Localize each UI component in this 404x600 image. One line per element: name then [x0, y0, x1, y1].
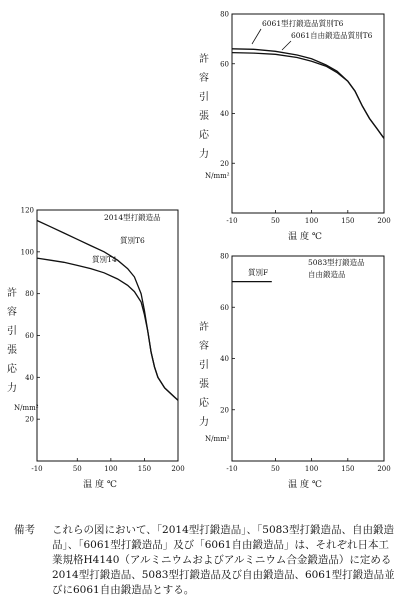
y-axis-label-char: 容: [199, 73, 209, 84]
y-axis-label-char: 張: [199, 379, 209, 390]
y-tick-label: 60: [25, 332, 34, 340]
y-axis-label-char: 張: [199, 111, 209, 122]
x-tick-label: 200: [377, 465, 391, 473]
x-axis-label: 温 度 ℃: [288, 232, 322, 242]
series-line-2: [232, 53, 384, 139]
y-tick-label: 60: [220, 303, 229, 312]
x-tick-label: 50: [270, 465, 280, 473]
y-tick-label: 100: [20, 248, 34, 257]
footnote-text: これらの図において、「2014型打鍛造品」、「5083型打鍛造品、自由鍛造品」、「6061型打鍛造品」及び「6061自由鍛造品」は、それぞれ日本工業規格H4140（アルミニウムおよびアルミニウム合金鍛造品）に定める2014型打鍛造品、5083型打鍛造品及び自由鍛造品、6061型打鍛造品並びに6061自由鍛造品とする。: [52, 524, 395, 596]
label-5083-free: 自由鍛造品: [308, 270, 346, 279]
label-2014-title: 2014型打鍛造品: [104, 213, 161, 222]
label-5083-title: 5083型打鍛造品: [308, 258, 365, 267]
footnote-label: 備考: [14, 524, 35, 536]
series-line-1: [232, 49, 384, 139]
x-tick-label: 100: [104, 465, 118, 473]
label-6061-die-forging-t6: 6061型打鍛造品質別T6: [262, 19, 344, 28]
x-tick-label: 200: [171, 465, 185, 473]
plot-frame: [232, 14, 384, 213]
y-tick-label: 80: [220, 10, 229, 19]
x-tick-label: 150: [137, 465, 152, 473]
y-axis-label-char: 引: [199, 360, 209, 371]
x-tick-label: -10: [226, 465, 238, 473]
y-axis-label-char: 応: [7, 364, 17, 375]
series-line-2: [37, 258, 178, 400]
plot-frame: [37, 210, 178, 461]
y-axis-label-char: 容: [199, 341, 209, 352]
y-tick-label: 20: [25, 415, 34, 424]
x-tick-label: 100: [304, 217, 319, 225]
label-t4: 質別T4: [92, 255, 117, 264]
label-6061-free-forging-t6: 6061自由鍛造品質別T6: [291, 31, 373, 40]
y-tick-label: 20: [220, 159, 229, 168]
plot-frame: [232, 256, 384, 461]
y-axis-label-char: 許: [199, 322, 209, 333]
y-axis-label-char: 許: [7, 288, 17, 299]
x-axis-label: 温 度 ℃: [83, 480, 117, 490]
x-tick-label: 100: [304, 465, 319, 473]
x-tick-label: 200: [377, 217, 391, 225]
y-axis-unit: N/mm²: [14, 404, 39, 412]
y-axis-label-char: 容: [7, 307, 17, 318]
y-axis-label-char: 許: [199, 54, 209, 65]
x-tick-label: -10: [226, 217, 238, 225]
y-axis-label-char: 力: [199, 417, 209, 428]
x-tick-label: 150: [341, 217, 355, 225]
label-f: 質別F: [248, 268, 269, 277]
x-tick-label: 50: [72, 465, 82, 473]
leader-line: [282, 41, 291, 50]
y-axis-unit: N/mm²: [205, 435, 230, 443]
label-t6: 質別T6: [120, 236, 145, 245]
y-tick-label: 80: [25, 290, 34, 299]
y-axis-label-char: 力: [7, 383, 17, 394]
y-axis-label-char: 引: [7, 326, 17, 337]
y-axis-label-char: 応: [199, 130, 209, 141]
y-axis-label-char: 引: [199, 92, 209, 103]
chart-2: [7, 207, 185, 491]
y-axis-label-char: 力: [199, 149, 209, 160]
y-axis-label-char: 張: [7, 345, 17, 356]
y-tick-label: 40: [220, 355, 229, 363]
y-tick-label: 120: [20, 206, 34, 215]
chart-1: [199, 11, 391, 243]
x-tick-label: 150: [341, 465, 355, 473]
x-tick-label: -10: [31, 465, 43, 473]
y-tick-label: 80: [220, 252, 229, 261]
y-tick-label: 60: [220, 60, 229, 69]
leader-line: [252, 29, 261, 44]
y-axis-unit: N/mm²: [205, 172, 230, 180]
y-axis-label-char: 応: [199, 398, 209, 409]
x-tick-label: 50: [270, 217, 280, 225]
y-tick-label: 20: [220, 406, 229, 415]
x-axis-label: 温 度 ℃: [288, 480, 322, 490]
y-tick-label: 40: [220, 110, 229, 118]
chart-3: [199, 253, 391, 491]
y-tick-label: 40: [25, 373, 34, 382]
